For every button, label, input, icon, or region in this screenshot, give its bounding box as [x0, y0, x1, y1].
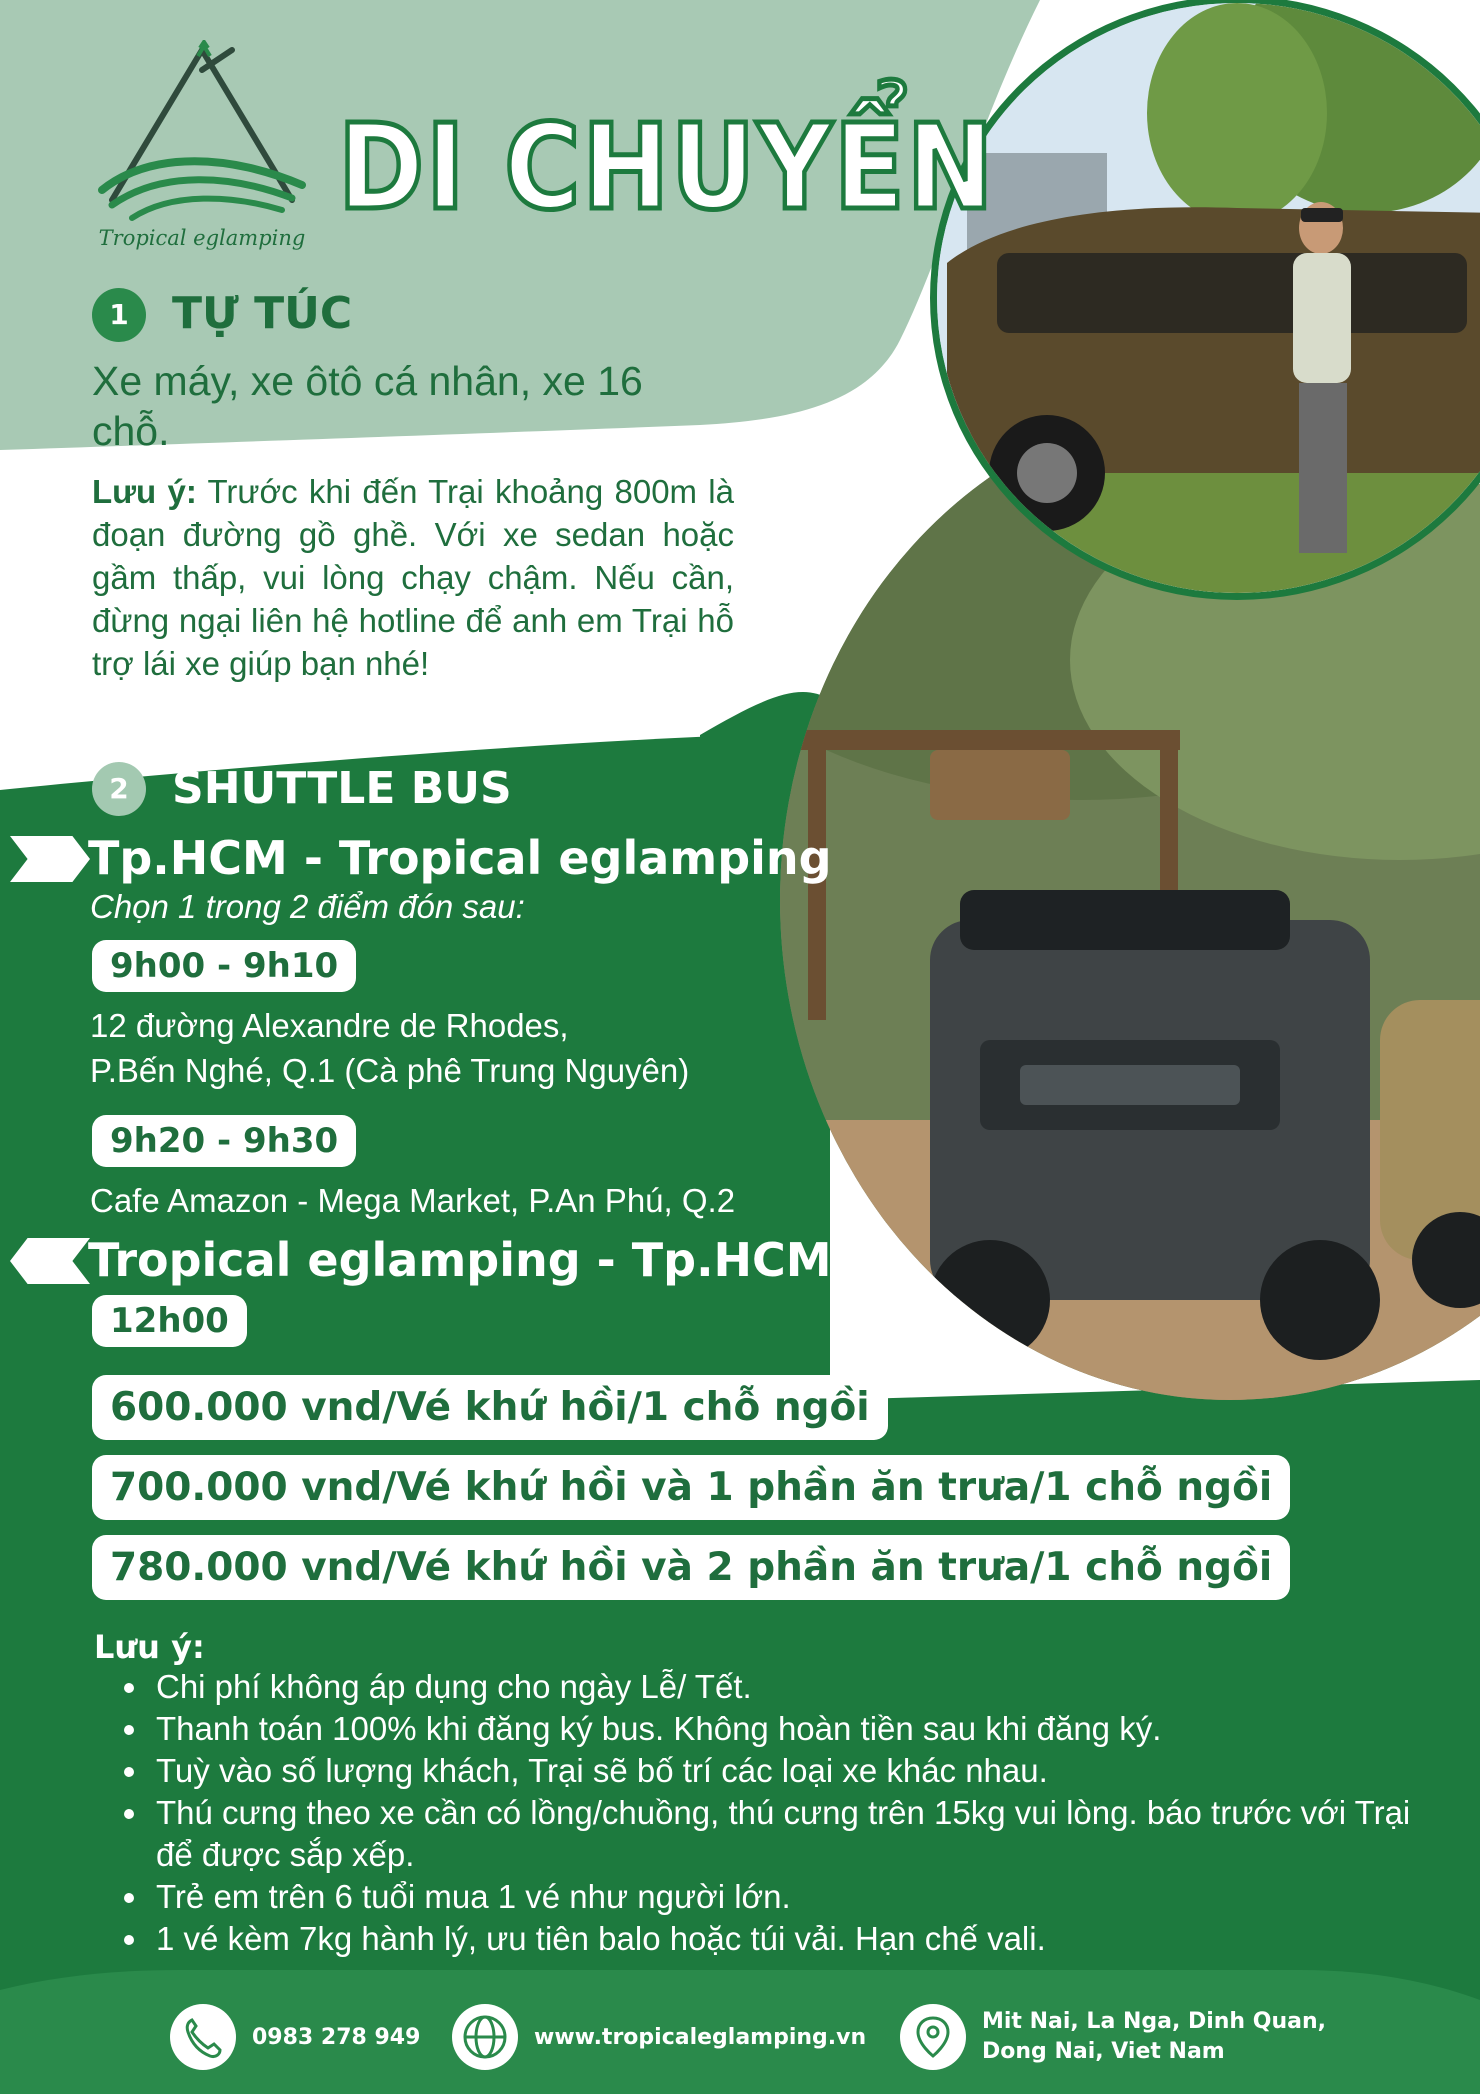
section-1-number: 1: [92, 288, 146, 342]
price-option-3: 780.000 vnd/Vé khứ hồi và 2 phần ăn trưa/1 chỗ ngồi: [92, 1535, 1290, 1600]
section-2-note-title: Lưu ý:: [94, 1628, 205, 1666]
note-item: 1 vé kèm 7kg hành lý, ưu tiên balo hoặc túi vải. Hạn chế vali.: [124, 1918, 1454, 1960]
footer-phone[interactable]: 0983 278 949: [252, 2025, 421, 2050]
pickup-time-1: 9h00 - 9h10: [92, 940, 356, 992]
tropical-eglamping-logo: [92, 40, 312, 255]
pickup-address-2-line1: Cafe Amazon - Mega Market, P.An Phú, Q.2: [90, 1182, 736, 1219]
footer-website[interactable]: www.tropicaleglamping.vn: [534, 2025, 867, 2050]
map-pin-icon: [900, 2004, 966, 2070]
footer-address-line1: Mit Nai, La Nga, Dinh Quan,: [982, 2009, 1326, 2034]
section-2-number: 2: [92, 762, 146, 816]
section-1-description: Xe máy, xe ôtô cá nhân, xe 16 chỗ.: [92, 358, 643, 454]
note-text: Trước khi đến Trại khoảng 800m là đoạn đường gồ ghề. Với xe sedan hoặc gầm thấp, vui lòng chạy chậm. Nếu cần, đừng ngại liên hệ hotline để anh em Trại hỗ trợ lái xe giúp bạn nhé!: [92, 473, 734, 682]
footer-address: [982, 2007, 1326, 2067]
note-item: Thú cưng theo xe cần có lồng/chuồng, thú cưng trên 15kg vui lòng. báo trước với Trại để được sắp xếp.: [124, 1792, 1454, 1876]
route-outbound-subtitle: Chọn 1 trong 2 điểm đón sau:: [90, 888, 525, 925]
note-item: Chi phí không áp dụng cho ngày Lễ/ Tết.: [124, 1666, 1454, 1708]
globe-icon[interactable]: [452, 2004, 518, 2070]
pickup-address-1-line1: 12 đường Alexandre de Rhodes,: [90, 1007, 569, 1044]
section-1-title: TỰ TÚC: [172, 288, 353, 339]
pickup-address-2: [90, 1178, 735, 1223]
note-item: Thanh toán 100% khi đăng ký bus. Không hoàn tiền sau khi đăng ký.: [124, 1708, 1454, 1750]
page-title: DI CHUYỂN: [338, 98, 996, 236]
phone-icon[interactable]: [170, 2004, 236, 2070]
route-return-title: Tropical eglamping - Tp.HCM: [88, 1233, 832, 1287]
pickup-address-1: [90, 1003, 689, 1093]
route-outbound-title: Tp.HCM - Tropical eglamping: [88, 831, 832, 885]
section-2-note-list: [124, 1666, 1454, 1960]
section-1-note: [92, 470, 734, 685]
footer-address-line2: Dong Nai, Viet Nam: [982, 2039, 1225, 2064]
note-label: Lưu ý:: [92, 473, 197, 510]
price-option-1: 600.000 vnd/Vé khứ hồi/1 chỗ ngồi: [92, 1375, 888, 1440]
note-item: Trẻ em trên 6 tuổi mua 1 vé như người lớn.: [124, 1876, 1454, 1918]
pickup-time-2: 9h20 - 9h30: [92, 1115, 356, 1167]
return-time: 12h00: [92, 1295, 247, 1347]
section-2-title: SHUTTLE BUS: [172, 763, 512, 814]
price-option-2: 700.000 vnd/Vé khứ hồi và 1 phần ăn trưa/1 chỗ ngồi: [92, 1455, 1290, 1520]
pickup-address-1-line2: P.Bến Nghé, Q.1 (Cà phê Trung Nguyên): [90, 1052, 690, 1089]
logo-wordmark: Tropical eglamping: [98, 226, 306, 250]
note-item: Tuỳ vào số lượng khách, Trại sẽ bố trí các loại xe khác nhau.: [124, 1750, 1454, 1792]
